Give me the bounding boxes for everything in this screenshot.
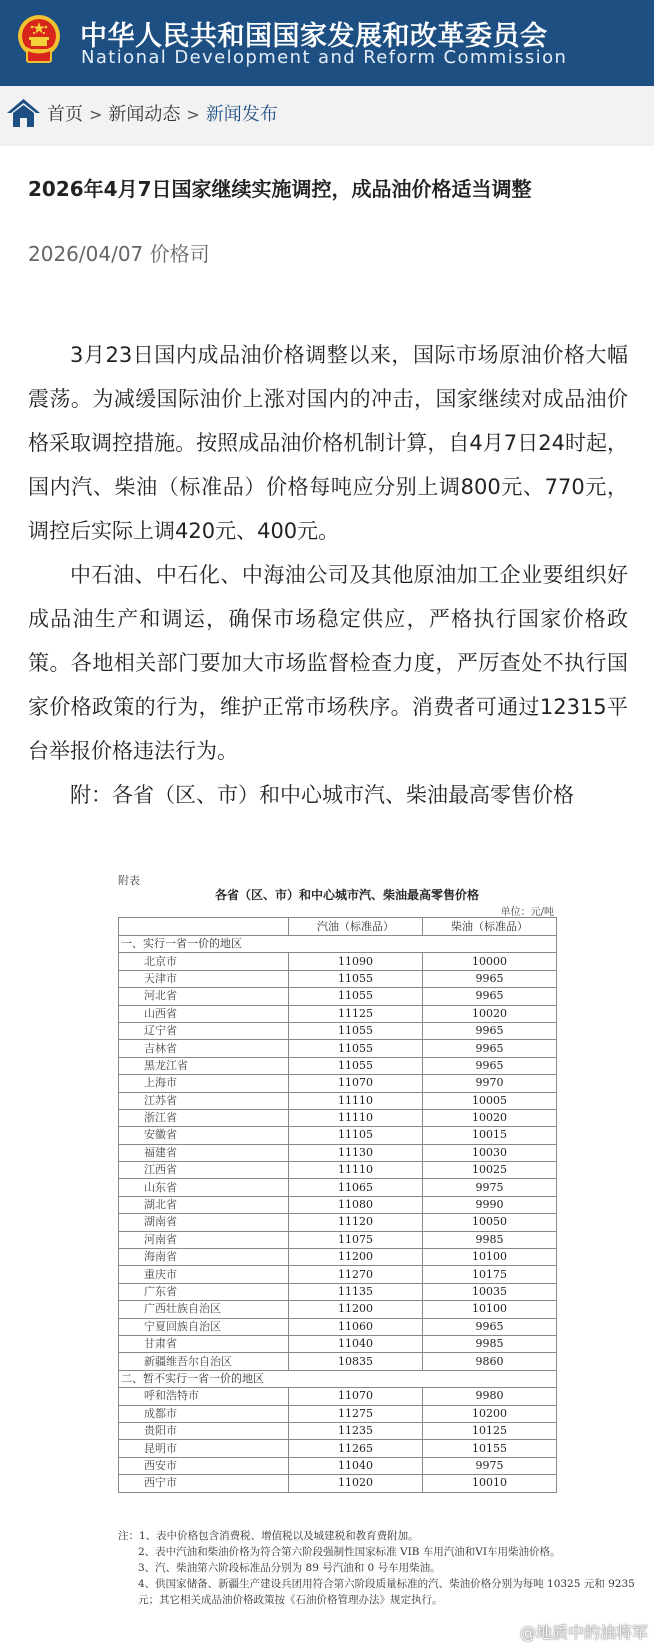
diesel-price-cell: 9975: [423, 1457, 557, 1474]
gasoline-price-cell: 11110: [289, 1109, 423, 1126]
diesel-price-cell: 9970: [423, 1075, 557, 1092]
diesel-price-cell: 10050: [423, 1214, 557, 1231]
region-cell: 昆明市: [119, 1440, 289, 1457]
table-row: [119, 1162, 557, 1179]
table-header-row: [119, 918, 557, 936]
region-cell: 吉林省: [119, 1040, 289, 1057]
table-row: [119, 1196, 557, 1213]
diesel-price-cell: 9965: [423, 1057, 557, 1074]
gasoline-price-cell: 11055: [289, 1040, 423, 1057]
gasoline-price-cell: 11020: [289, 1475, 423, 1492]
gasoline-price-cell: 11040: [289, 1335, 423, 1352]
region-cell: 甘肃省: [119, 1335, 289, 1352]
org-name-cn: 中华人民共和国国家发展和改革委员会: [80, 21, 548, 52]
table-row: [119, 1144, 557, 1161]
region-cell: 广西壮族自治区: [119, 1301, 289, 1318]
column-header-diesel: 柴油（标准品）: [423, 918, 557, 936]
org-name-en: National Development and Reform Commission: [81, 47, 568, 68]
diesel-price-cell: 9965: [423, 988, 557, 1005]
table-row: [119, 1231, 557, 1248]
gasoline-price-cell: 11040: [289, 1457, 423, 1474]
breadcrumb-separator: >: [186, 105, 200, 124]
region-cell: 海南省: [119, 1249, 289, 1266]
breadcrumb: [47, 100, 278, 126]
note-2: 2、表中汽油和柴油价格为符合第六阶段强制性国家标准 VIB 车用汽油和VI车用柴油价格。: [138, 1546, 561, 1558]
table-row: [119, 953, 557, 970]
gasoline-price-cell: 11060: [289, 1318, 423, 1335]
diesel-price-cell: 10200: [423, 1405, 557, 1422]
region-cell: 河南省: [119, 1231, 289, 1248]
diesel-price-cell: 9965: [423, 1022, 557, 1039]
table-section-row: [119, 936, 557, 953]
gasoline-price-cell: 11125: [289, 1005, 423, 1022]
table-row: [119, 1179, 557, 1196]
region-cell: 西安市: [119, 1457, 289, 1474]
diesel-price-cell: 10035: [423, 1283, 557, 1300]
region-cell: 宁夏回族自治区: [119, 1318, 289, 1335]
region-cell: 贵阳市: [119, 1422, 289, 1439]
diesel-price-cell: 10010: [423, 1475, 557, 1492]
region-cell: 成都市: [119, 1405, 289, 1422]
region-cell: 江西省: [119, 1162, 289, 1179]
diesel-price-cell: 10125: [423, 1422, 557, 1439]
table-row: [119, 988, 557, 1005]
gasoline-price-cell: 11055: [289, 1022, 423, 1039]
table-row: [119, 1283, 557, 1300]
diesel-price-cell: 10100: [423, 1249, 557, 1266]
paragraph: 中石油、中石化、中海油公司及其他原油加工企业要组织好成品油生产和调运，确保市场稳定供应，严格执行国家价格政策。各地相关部门要加大市场监督检查力度，严厉查处不执行国家价格政策的行为，维护正常市场秩序。消费者可通过12315平台举报价格违法行为。: [28, 563, 628, 763]
gasoline-price-cell: 11070: [289, 1075, 423, 1092]
note-3: 3、汽、柴油第六阶段标准品分别为 89 号汽油和 0 号车用柴油。: [138, 1562, 441, 1574]
gasoline-price-cell: 11270: [289, 1266, 423, 1283]
table-row: [119, 1457, 557, 1474]
gasoline-price-cell: 11090: [289, 953, 423, 970]
diesel-price-cell: 10155: [423, 1440, 557, 1457]
region-cell: 西宁市: [119, 1475, 289, 1492]
article-meta: 2026/04/07 价格司: [28, 242, 210, 266]
gasoline-price-cell: 11070: [289, 1388, 423, 1405]
gasoline-price-cell: 11080: [289, 1196, 423, 1213]
diesel-price-cell: 9965: [423, 1040, 557, 1057]
region-cell: 天津市: [119, 970, 289, 987]
region-cell: 广东省: [119, 1283, 289, 1300]
note-4: 4、供国家储备、新疆生产建设兵团用符合第六阶段质量标准的汽、柴油价格分别为每吨 10325 元和 9235 元；其它相关成品油价格政策按《石油价格管理办法》规定执行。: [138, 1578, 635, 1606]
table-row: [119, 1353, 557, 1370]
table-row: [119, 1475, 557, 1492]
region-cell: 新疆维吾尔自治区: [119, 1353, 289, 1370]
table-row: [119, 1301, 557, 1318]
region-cell: 辽宁省: [119, 1022, 289, 1039]
table-section-row: [119, 1370, 557, 1387]
gasoline-price-cell: 10835: [289, 1353, 423, 1370]
breadcrumb-separator: >: [89, 105, 103, 124]
diesel-price-cell: 10015: [423, 1127, 557, 1144]
diesel-price-cell: 9980: [423, 1388, 557, 1405]
diesel-price-cell: 10175: [423, 1266, 557, 1283]
gasoline-price-cell: 11105: [289, 1127, 423, 1144]
gasoline-price-cell: 11055: [289, 1057, 423, 1074]
region-cell: 湖南省: [119, 1214, 289, 1231]
attachment-reference: 附：各省（区、市）和中心城市汽、柴油最高零售价格: [70, 783, 574, 807]
article-title: 2026年4月7日国家继续实施调控，成品油价格适当调整: [28, 177, 532, 201]
region-cell: 湖北省: [119, 1196, 289, 1213]
table-row: [119, 1057, 557, 1074]
gasoline-price-cell: 11200: [289, 1301, 423, 1318]
weibo-watermark: @地质中的油将军: [519, 1623, 648, 1642]
gasoline-price-cell: 11110: [289, 1162, 423, 1179]
table-row: [119, 1422, 557, 1439]
site-header: [0, 0, 654, 86]
table-notes: [118, 1528, 648, 1608]
paragraph: 3月23日国内成品油价格调整以来，国际市场原油价格大幅震荡。为减缓国际油价上涨对国内的冲击，国家继续对成品油价格采取调控措施。按照成品油价格机制计算，自4月7日24时起，国内汽、柴油（标准品）价格每吨应分别上调800元、770元，调控后实际上调420元、400元。: [28, 343, 628, 543]
attachment-label: 附表: [118, 874, 140, 887]
region-cell: 河北省: [119, 988, 289, 1005]
breadcrumb-news-release[interactable]: 新闻发布: [205, 104, 278, 125]
gasoline-price-cell: 11110: [289, 1092, 423, 1109]
table-row: [119, 1266, 557, 1283]
gasoline-price-cell: 11275: [289, 1405, 423, 1422]
diesel-price-cell: 9965: [423, 1318, 557, 1335]
diesel-price-cell: 9965: [423, 970, 557, 987]
diesel-price-cell: 10000: [423, 953, 557, 970]
table-row: [119, 1388, 557, 1405]
diesel-price-cell: 10025: [423, 1162, 557, 1179]
region-cell: 福建省: [119, 1144, 289, 1161]
table-row: [119, 1249, 557, 1266]
national-emblem-icon: [14, 12, 64, 66]
breadcrumb-home[interactable]: 首页: [47, 104, 83, 125]
table-row: [119, 1005, 557, 1022]
diesel-price-cell: 10005: [423, 1092, 557, 1109]
gasoline-price-cell: 11200: [289, 1249, 423, 1266]
table-row: [119, 1214, 557, 1231]
diesel-price-cell: 9985: [423, 1335, 557, 1352]
region-cell: 山西省: [119, 1005, 289, 1022]
attachment-title: 各省（区、市）和中心城市汽、柴油最高零售价格: [214, 888, 479, 902]
diesel-price-cell: 10100: [423, 1301, 557, 1318]
table-row: [119, 1022, 557, 1039]
gasoline-price-cell: 11120: [289, 1214, 423, 1231]
table-row: [119, 1440, 557, 1457]
table-row: [119, 1040, 557, 1057]
table-row: [119, 1127, 557, 1144]
diesel-price-cell: 10020: [423, 1109, 557, 1126]
price-table: [118, 917, 557, 1493]
table-row: [119, 1075, 557, 1092]
column-header-region: [119, 918, 289, 936]
section-label: 一、实行一省一价的地区: [119, 936, 557, 953]
table-row: [119, 1318, 557, 1335]
gasoline-price-cell: 11075: [289, 1231, 423, 1248]
region-cell: 江苏省: [119, 1092, 289, 1109]
breadcrumb-news[interactable]: 新闻动态: [108, 104, 181, 125]
table-row: [119, 1335, 557, 1352]
diesel-price-cell: 9985: [423, 1231, 557, 1248]
diesel-price-cell: 9990: [423, 1196, 557, 1213]
table-row: [119, 1092, 557, 1109]
column-header-gasoline: 汽油（标准品）: [289, 918, 423, 936]
region-cell: 上海市: [119, 1075, 289, 1092]
home-icon[interactable]: [7, 98, 40, 128]
table-row: [119, 1109, 557, 1126]
region-cell: 重庆市: [119, 1266, 289, 1283]
region-cell: 安徽省: [119, 1127, 289, 1144]
gasoline-price-cell: 11135: [289, 1283, 423, 1300]
region-cell: 浙江省: [119, 1109, 289, 1126]
gasoline-price-cell: 11055: [289, 988, 423, 1005]
attachment-table-image: [100, 862, 654, 1644]
gasoline-price-cell: 11130: [289, 1144, 423, 1161]
region-cell: 山东省: [119, 1179, 289, 1196]
diesel-price-cell: 10030: [423, 1144, 557, 1161]
gasoline-price-cell: 11235: [289, 1422, 423, 1439]
gasoline-price-cell: 11065: [289, 1179, 423, 1196]
gasoline-price-cell: 11265: [289, 1440, 423, 1457]
note-1: 注：1、表中价格包含消费税、增值税以及城建税和教育费附加。: [118, 1530, 419, 1542]
region-cell: 黑龙江省: [119, 1057, 289, 1074]
gasoline-price-cell: 11055: [289, 970, 423, 987]
diesel-price-cell: 10020: [423, 1005, 557, 1022]
diesel-price-cell: 9860: [423, 1353, 557, 1370]
table-row: [119, 970, 557, 987]
article-body: [28, 333, 628, 817]
table-row: [119, 1405, 557, 1422]
section-label: 二、暂不实行一省一价的地区: [119, 1370, 557, 1387]
unit-label: 单位：元/吨: [500, 907, 554, 918]
region-cell: 北京市: [119, 953, 289, 970]
region-cell: 呼和浩特市: [119, 1388, 289, 1405]
diesel-price-cell: 9975: [423, 1179, 557, 1196]
